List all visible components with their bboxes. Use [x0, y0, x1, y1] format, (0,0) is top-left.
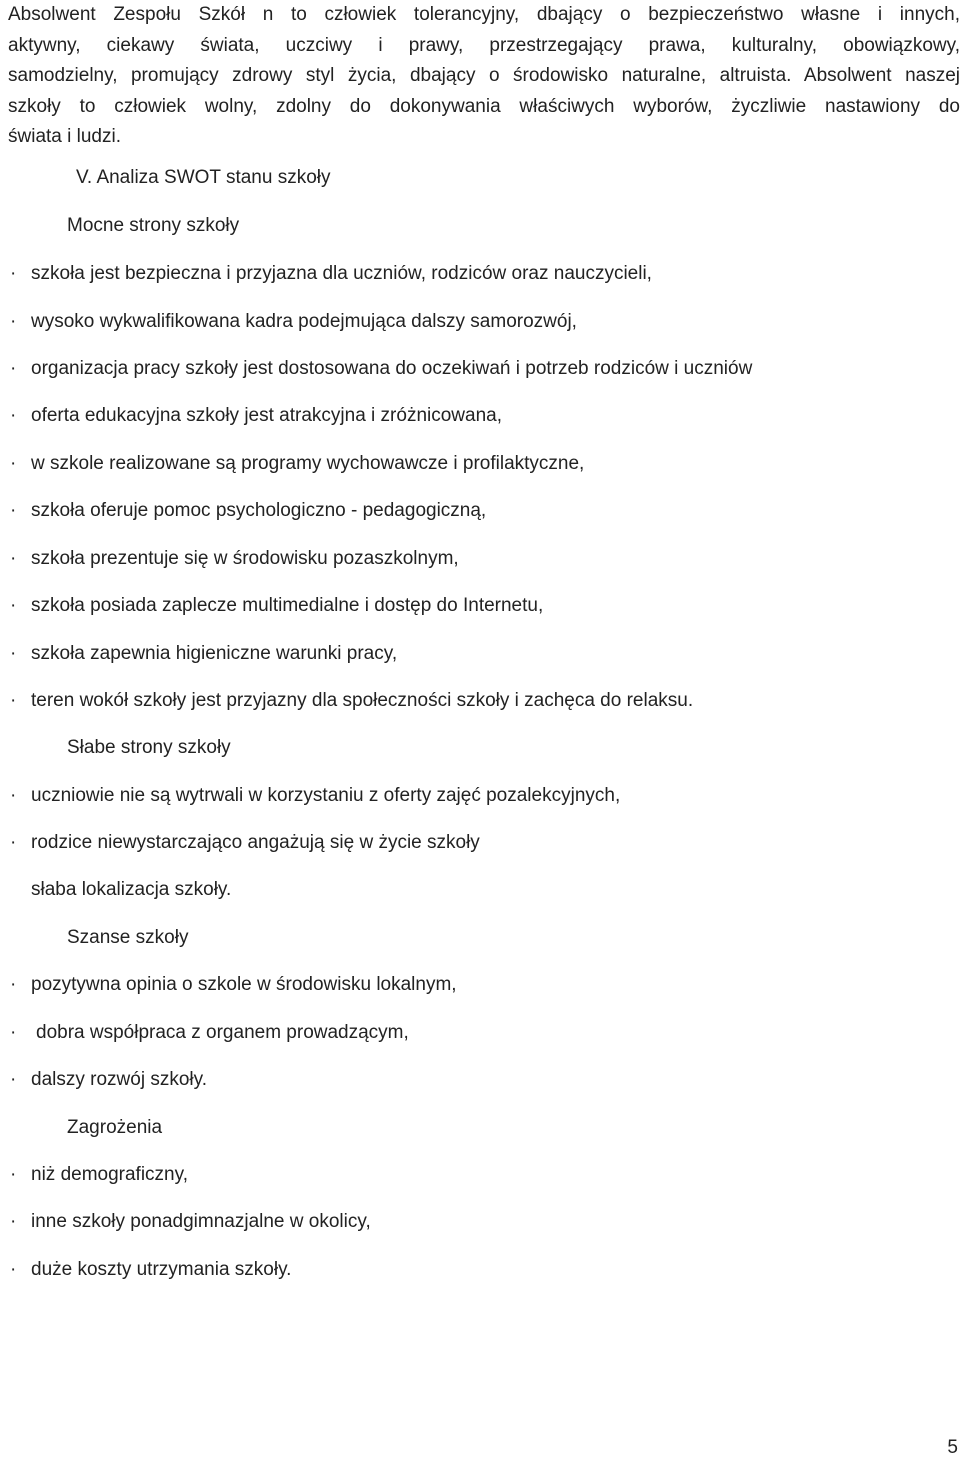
intro-paragraph: [8, 0, 960, 153]
bullet: ·: [10, 974, 17, 995]
bullet: ·: [10, 1164, 17, 1185]
list-item: w szkole realizowane są programy wychowawcze i profilaktyczne,: [31, 453, 585, 474]
bullet: ·: [10, 1069, 17, 1090]
bullet: ·: [10, 785, 17, 806]
list-item: szkoła zapewnia higieniczne warunki pracy,: [31, 643, 398, 664]
intro-line-5: świata i ludzi.: [8, 126, 121, 147]
bullet: ·: [10, 1211, 17, 1232]
bullet: ·: [10, 453, 17, 474]
weaknesses-heading: Słabe strony szkoły: [67, 737, 231, 758]
list-item: szkoła prezentuje się w środowisku pozaszkolnym,: [31, 548, 459, 569]
list-item: szkoła oferuje pomoc psychologiczno - pedagogiczną,: [31, 500, 487, 521]
bullet: ·: [10, 1259, 17, 1280]
intro-line-2: aktywny, ciekawy świata, uczciwy i prawy, przestrzegający prawa, kulturalny, obowiązkowy,: [8, 34, 960, 56]
list-item: inne szkoły ponadgimnazjalne w okolicy,: [31, 1211, 371, 1232]
bullet: ·: [10, 1022, 17, 1043]
list-item: niż demograficzny,: [31, 1164, 188, 1185]
list-item: rodzice niewystarczająco angażują się w życie szkoły: [31, 832, 480, 853]
list-item: duże koszty utrzymania szkoły.: [31, 1259, 292, 1280]
list-item: szkoła posiada zaplecze multimedialne i dostęp do Internetu,: [31, 595, 544, 616]
threats-heading: Zagrożenia: [67, 1117, 163, 1138]
page-number: 5: [947, 1437, 958, 1458]
list-item: oferta edukacyjna szkoły jest atrakcyjna i zróżnicowana,: [31, 405, 503, 426]
bullet: ·: [10, 548, 17, 569]
section-title: V. Analiza SWOT stanu szkoły: [76, 167, 331, 188]
list-item: szkoła jest bezpieczna i przyjazna dla uczniów, rodziców oraz nauczycieli,: [31, 263, 652, 284]
bullet: ·: [10, 595, 17, 616]
list-item: uczniowie nie są wytrwali w korzystaniu z oferty zajęć pozalekcyjnych,: [31, 785, 621, 806]
bullet: ·: [10, 263, 17, 284]
list-item: słaba lokalizacja szkoły.: [31, 879, 232, 900]
opportunities-heading: Szanse szkoły: [67, 927, 189, 948]
bullet: ·: [10, 832, 17, 853]
list-item: dalszy rozwój szkoły.: [31, 1069, 207, 1090]
intro-line-3: samodzielny, promujący zdrowy styl życia, dbający o środowisko naturalne, altruista. Absolwent naszej: [8, 65, 960, 86]
list-item: wysoko wykwalifikowana kadra podejmująca dalszy samorozwój,: [31, 311, 577, 332]
list-item: teren wokół szkoły jest przyjazny dla społeczności szkoły i zachęca do relaksu.: [31, 690, 694, 711]
intro-line-1: Absolwent Zespołu Szkół n to człowiek tolerancyjny, dbający o bezpieczeństwo własne i innych,: [8, 4, 960, 25]
bullet: ·: [10, 500, 17, 521]
list-item: organizacja pracy szkoły jest dostosowana do oczekiwań i potrzeb rodziców i uczniów: [31, 358, 753, 379]
list-item: dobra współpraca z organem prowadzącym,: [36, 1022, 409, 1043]
intro-line-4: szkoły to człowiek wolny, zdolny do dokonywania właściwych wyborów, życzliwie nastawiony do: [8, 95, 960, 117]
bullet: ·: [10, 643, 17, 664]
bullet: ·: [10, 690, 17, 711]
bullet: ·: [10, 358, 17, 379]
bullet: ·: [10, 405, 17, 426]
strengths-heading: Mocne strony szkoły: [67, 215, 240, 236]
list-item: pozytywna opinia o szkole w środowisku lokalnym,: [31, 974, 457, 995]
bullet: ·: [10, 311, 17, 332]
